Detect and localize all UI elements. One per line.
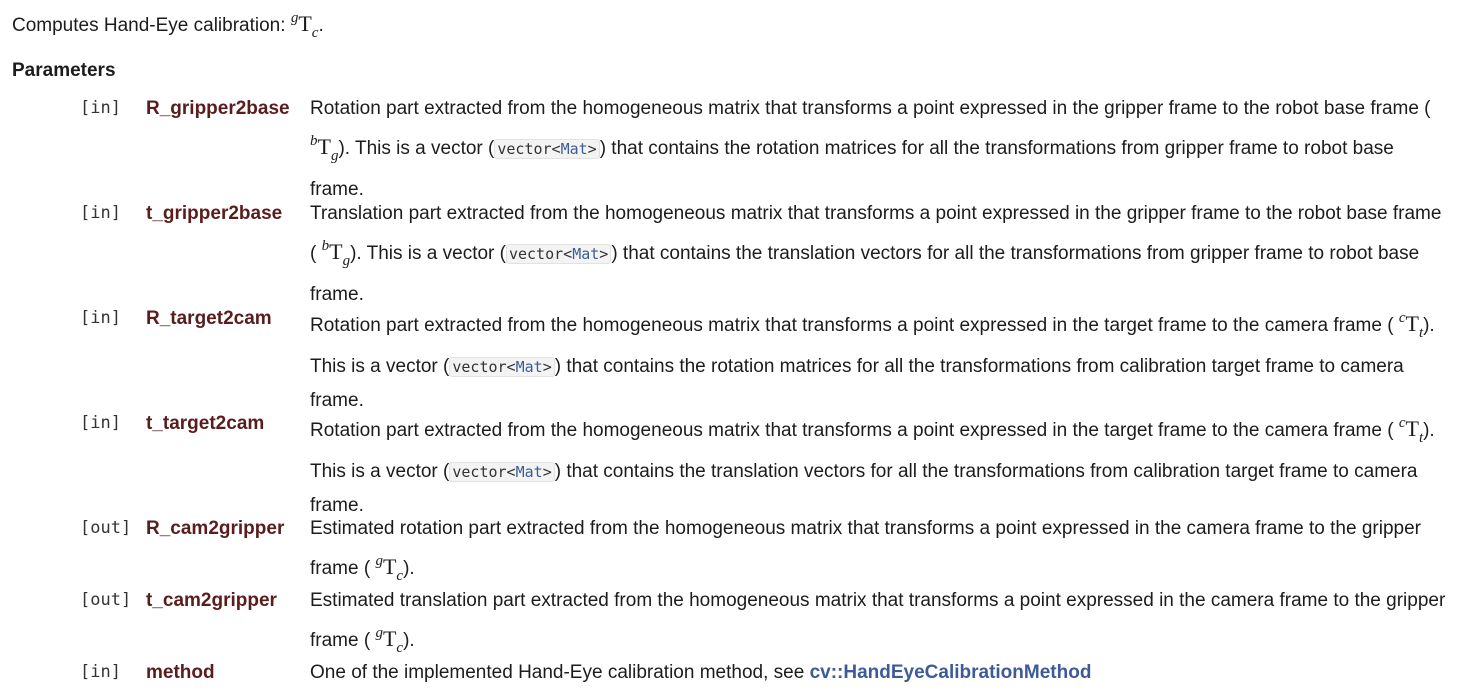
param-name: t_gripper2base [146,203,283,224]
param-description: Rotation part extracted from the homogeneous matrix that transforms a point expressed in the target frame to the camera frame ( $^cT_t$). This is a vector ( vector<Mat> ) that contains the translation vectors for all the transformations from calibration target frame to camera frame. [310,415,1435,516]
param-description: Estimated rotation part extracted from the homogeneous matrix that transforms a point expressed in the camera frame to the gripper frame ( $^gT_c$). [310,518,1421,584]
param-name: R_cam2gripper [146,518,285,539]
math-bTg: $^bT_g$ [310,133,339,164]
param-name: t_cam2gripper [146,590,277,611]
param-direction: [out] [80,518,132,538]
code-vector-mat: vector<Mat> [494,139,599,159]
param-direction: [in] [80,413,121,433]
param-description: Rotation part extracted from the homogeneous matrix that transforms a point expressed in the target frame to the camera frame ( $^cT_t$). This is a vector ( vector<Mat> ) that contains the rotation matrices for all the transformations from calibration target frame to camera frame. [310,310,1435,411]
param-description: Estimated translation part extracted from the homogeneous matrix that transforms a point expressed in the camera frame to the gripper frame ( $^gT_c$). [310,590,1446,656]
parameters-heading: Parameters [12,60,116,81]
intro-text: Computes Hand-Eye calibration: $^gT_c$. [12,10,324,41]
param-name: method [146,662,215,683]
param-description: One of the implemented Hand-Eye calibration method, see cv::HandEyeCalibrationMethod [310,662,1092,683]
param-description: Translation part extracted from the homogeneous matrix that transforms a point expressed in the gripper frame to the robot base frame ( $^bT_g$). This is a vector ( vector<Mat> ) that contains the translation vectors for all the transformations from gripper frame to robot base frame. [310,203,1442,305]
code-vector-mat: vector<Mat> [506,244,611,264]
param-direction: [in] [80,203,121,223]
math-cTt: $^cT_t$ [1398,310,1424,341]
handeye-calibration-method-link[interactable]: cv::HandEyeCalibrationMethod [809,662,1092,683]
math-gTc: $^gT_c$ [290,10,319,41]
math-bTg: $^bT_g$ [321,238,351,269]
code-vector-mat: vector<Mat> [449,462,554,482]
param-name: R_gripper2base [146,98,290,119]
param-name: t_target2cam [146,413,265,434]
param-direction: [out] [80,590,132,610]
param-direction: [in] [80,308,121,328]
code-vector-mat: vector<Mat> [449,357,554,377]
param-description: Rotation part extracted from the homogeneous matrix that transforms a point expressed in the gripper frame to the robot base frame ( $^bT_g$). This is a vector ( vector<Mat> ) that contains the rotation matrices for all the transformations from gripper frame to robot base frame. [310,98,1431,200]
math-gTc: $^gT_c$ [375,553,404,584]
param-direction: [in] [80,662,121,682]
math-cTt: $^cT_t$ [1398,415,1424,446]
math-gTc: $^gT_c$ [375,625,404,656]
param-name: R_target2cam [146,308,272,329]
param-direction: [in] [80,98,121,118]
